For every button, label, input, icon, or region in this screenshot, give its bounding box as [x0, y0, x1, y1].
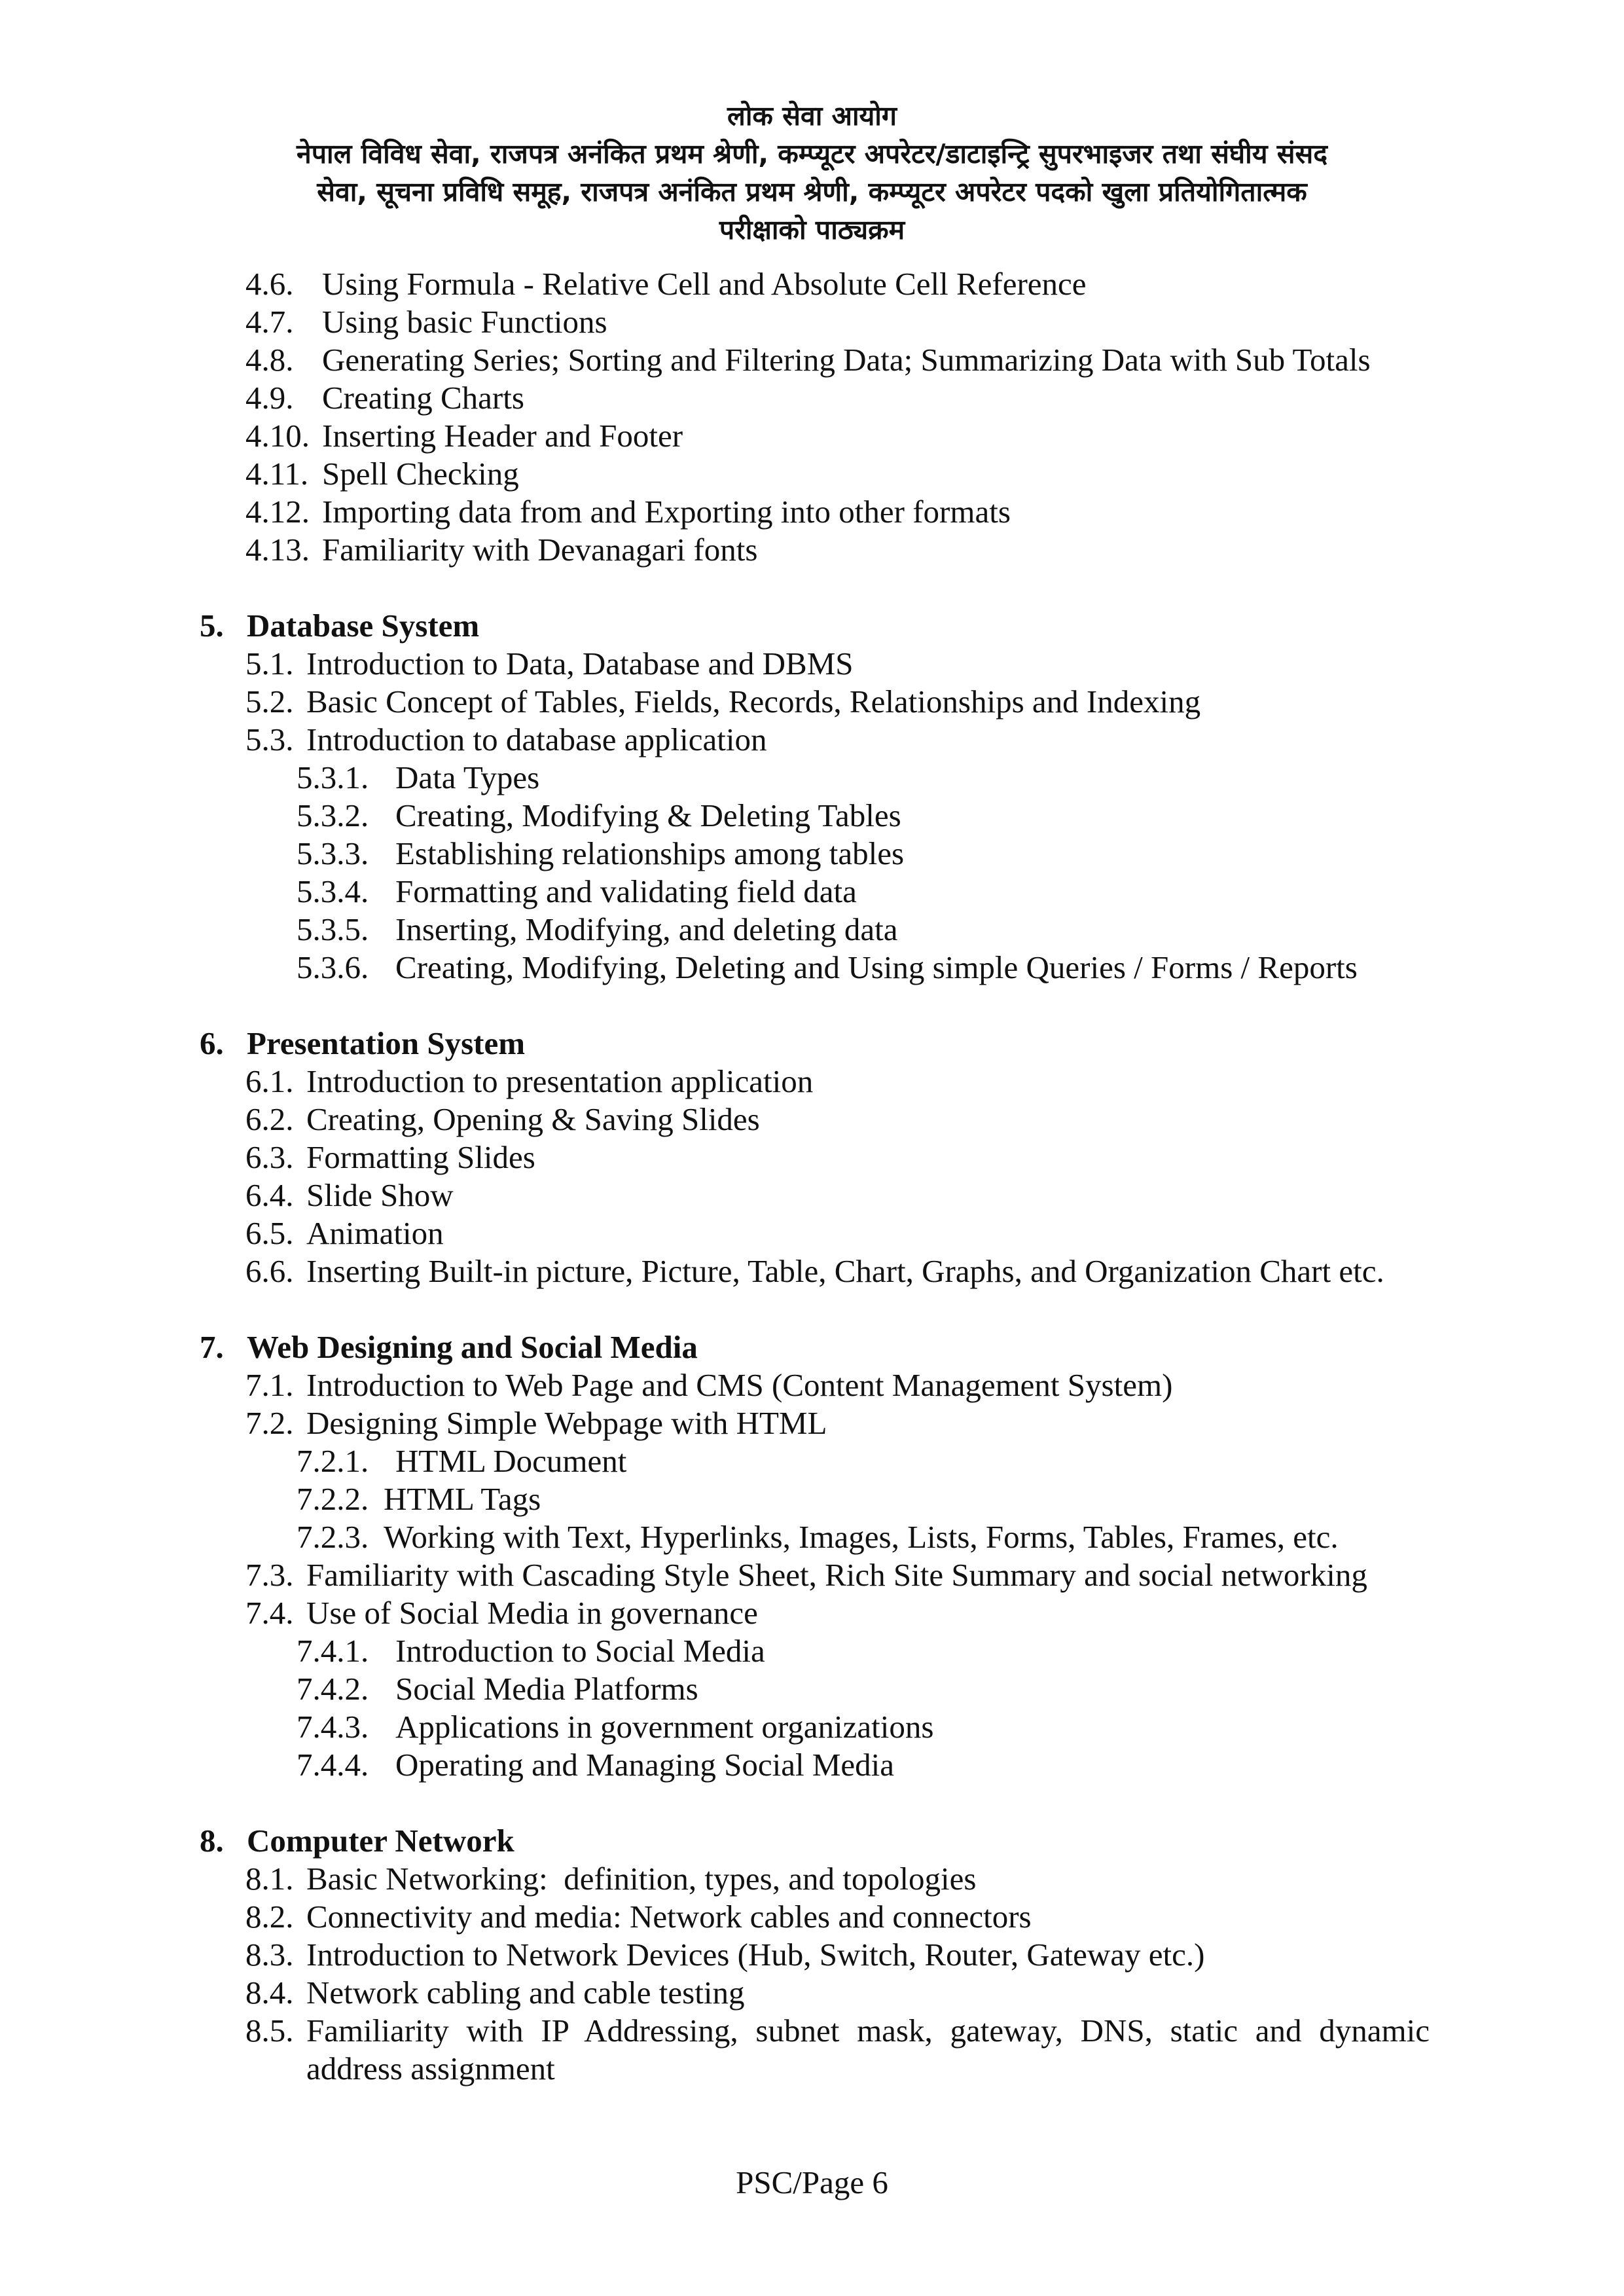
list-item: 5.2. Basic Concept of Tables, Fields, Records, Relationships and Indexing	[245, 683, 1201, 720]
list-item: 4.7. Using basic Functions	[245, 304, 607, 340]
section-heading: 7. Web Designing and Social Media	[200, 1329, 698, 1365]
list-item: 8.4. Network cabling and cable testing	[245, 1975, 745, 2011]
list-item: 8.5. Familiarity with IP Addressing, subnet mask, gateway, DNS, static and dynamic	[245, 2013, 1430, 2049]
header-line-2: नेपाल विविध सेवा, राजपत्र अनंकित प्रथम श्रेणी, कम्प्यूटर अपरेटर/डाटाइन्ट्रि सुपरभाइजर तथा संघीय संसद	[296, 138, 1327, 170]
list-item: 4.11. Spell Checking	[245, 456, 519, 492]
sub-list-item: 5.3.2. Creating, Modifying & Deleting Tables	[297, 797, 901, 833]
sub-list-item: 7.4.3. Applications in government organizations	[297, 1709, 934, 1745]
list-item: 6.2. Creating, Opening & Saving Slides	[245, 1101, 760, 1137]
page-footer	[0, 2164, 1624, 2202]
sub-list-item: 7.4.1. Introduction to Social Media	[297, 1633, 765, 1669]
list-item: 6.3. Formatting Slides	[245, 1139, 535, 1175]
list-item: 6.1. Introduction to presentation application	[245, 1063, 814, 1099]
list-item: 7.4. Use of Social Media in governance	[245, 1595, 758, 1631]
sub-list-item: 5.3.6. Creating, Modifying, Deleting and Using simple Queries / Forms / Reports	[297, 949, 1358, 985]
list-item-continuation: address assignment	[306, 2050, 555, 2086]
header-line-3: सेवा, सूचना प्रविधि समूह, राजपत्र अनंकित प्रथम श्रेणी, कम्प्यूटर अपरेटर पदको खुला प्रतियोगितात्मक	[317, 176, 1307, 208]
section-heading: 5. Database System	[200, 608, 480, 644]
sub-list-item: 7.4.4. Operating and Managing Social Media	[297, 1747, 895, 1783]
list-item: 7.3. Familiarity with Cascading Style Sheet, Rich Site Summary and social networking	[245, 1557, 1367, 1593]
list-item: 4.12. Importing data from and Exporting into other formats	[245, 494, 1011, 530]
sub-list-item: 7.2.1. HTML Document	[297, 1443, 627, 1479]
list-item: 4.6. Using Formula - Relative Cell and Absolute Cell Reference	[245, 266, 1087, 302]
sub-list-item: 7.2.2. HTML Tags	[297, 1481, 541, 1517]
list-item: 4.8. Generating Series; Sorting and Filtering Data; Summarizing Data with Sub Totals	[245, 342, 1371, 378]
sub-list-item: 7.2.3. Working with Text, Hyperlinks, Images, Lists, Forms, Tables, Frames, etc.	[297, 1519, 1339, 1555]
sub-list-item: 5.3.3. Establishing relationships among tables	[297, 835, 905, 871]
list-item: 6.4. Slide Show	[245, 1177, 454, 1213]
list-item: 5.3. Introduction to database application	[245, 721, 767, 757]
header-line-1: लोक सेवा आयोग	[727, 100, 897, 132]
list-item: 6.5. Animation	[245, 1215, 444, 1251]
header-line-4: परीक्षाको पाठ्यक्रम	[719, 214, 905, 246]
list-item: 6.6. Inserting Built-in picture, Picture, Table, Chart, Graphs, and Organization Chart etc.	[245, 1253, 1384, 1289]
page-number: PSC/Page 6	[736, 2164, 888, 2200]
sub-list-item: 5.3.4. Formatting and validating field data	[297, 873, 857, 909]
list-item: 8.1. Basic Networking: definition, types, and topologies	[245, 1861, 977, 1897]
sub-list-item: 5.3.1. Data Types	[297, 759, 540, 795]
section-heading: 6. Presentation System	[200, 1025, 526, 1061]
section-heading: 8. Computer Network	[200, 1823, 514, 1859]
sub-list-item: 5.3.5. Inserting, Modifying, and deleting data	[297, 911, 898, 947]
list-item: 4.13. Familiarity with Devanagari fonts	[245, 532, 758, 568]
list-item: 8.3. Introduction to Network Devices (Hub, Switch, Router, Gateway etc.)	[245, 1937, 1205, 1973]
list-item: 4.9. Creating Charts	[245, 380, 524, 416]
list-item: 7.2. Designing Simple Webpage with HTML	[245, 1405, 827, 1441]
sub-list-item: 7.4.2. Social Media Platforms	[297, 1671, 698, 1707]
list-item: 5.1. Introduction to Data, Database and DBMS	[245, 646, 854, 682]
list-item: 8.2. Connectivity and media: Network cables and connectors	[245, 1899, 1032, 1935]
list-item: 7.1. Introduction to Web Page and CMS (Content Management System)	[245, 1367, 1173, 1403]
page-header	[0, 97, 1624, 249]
list-item: 4.10. Inserting Header and Footer	[245, 418, 683, 454]
